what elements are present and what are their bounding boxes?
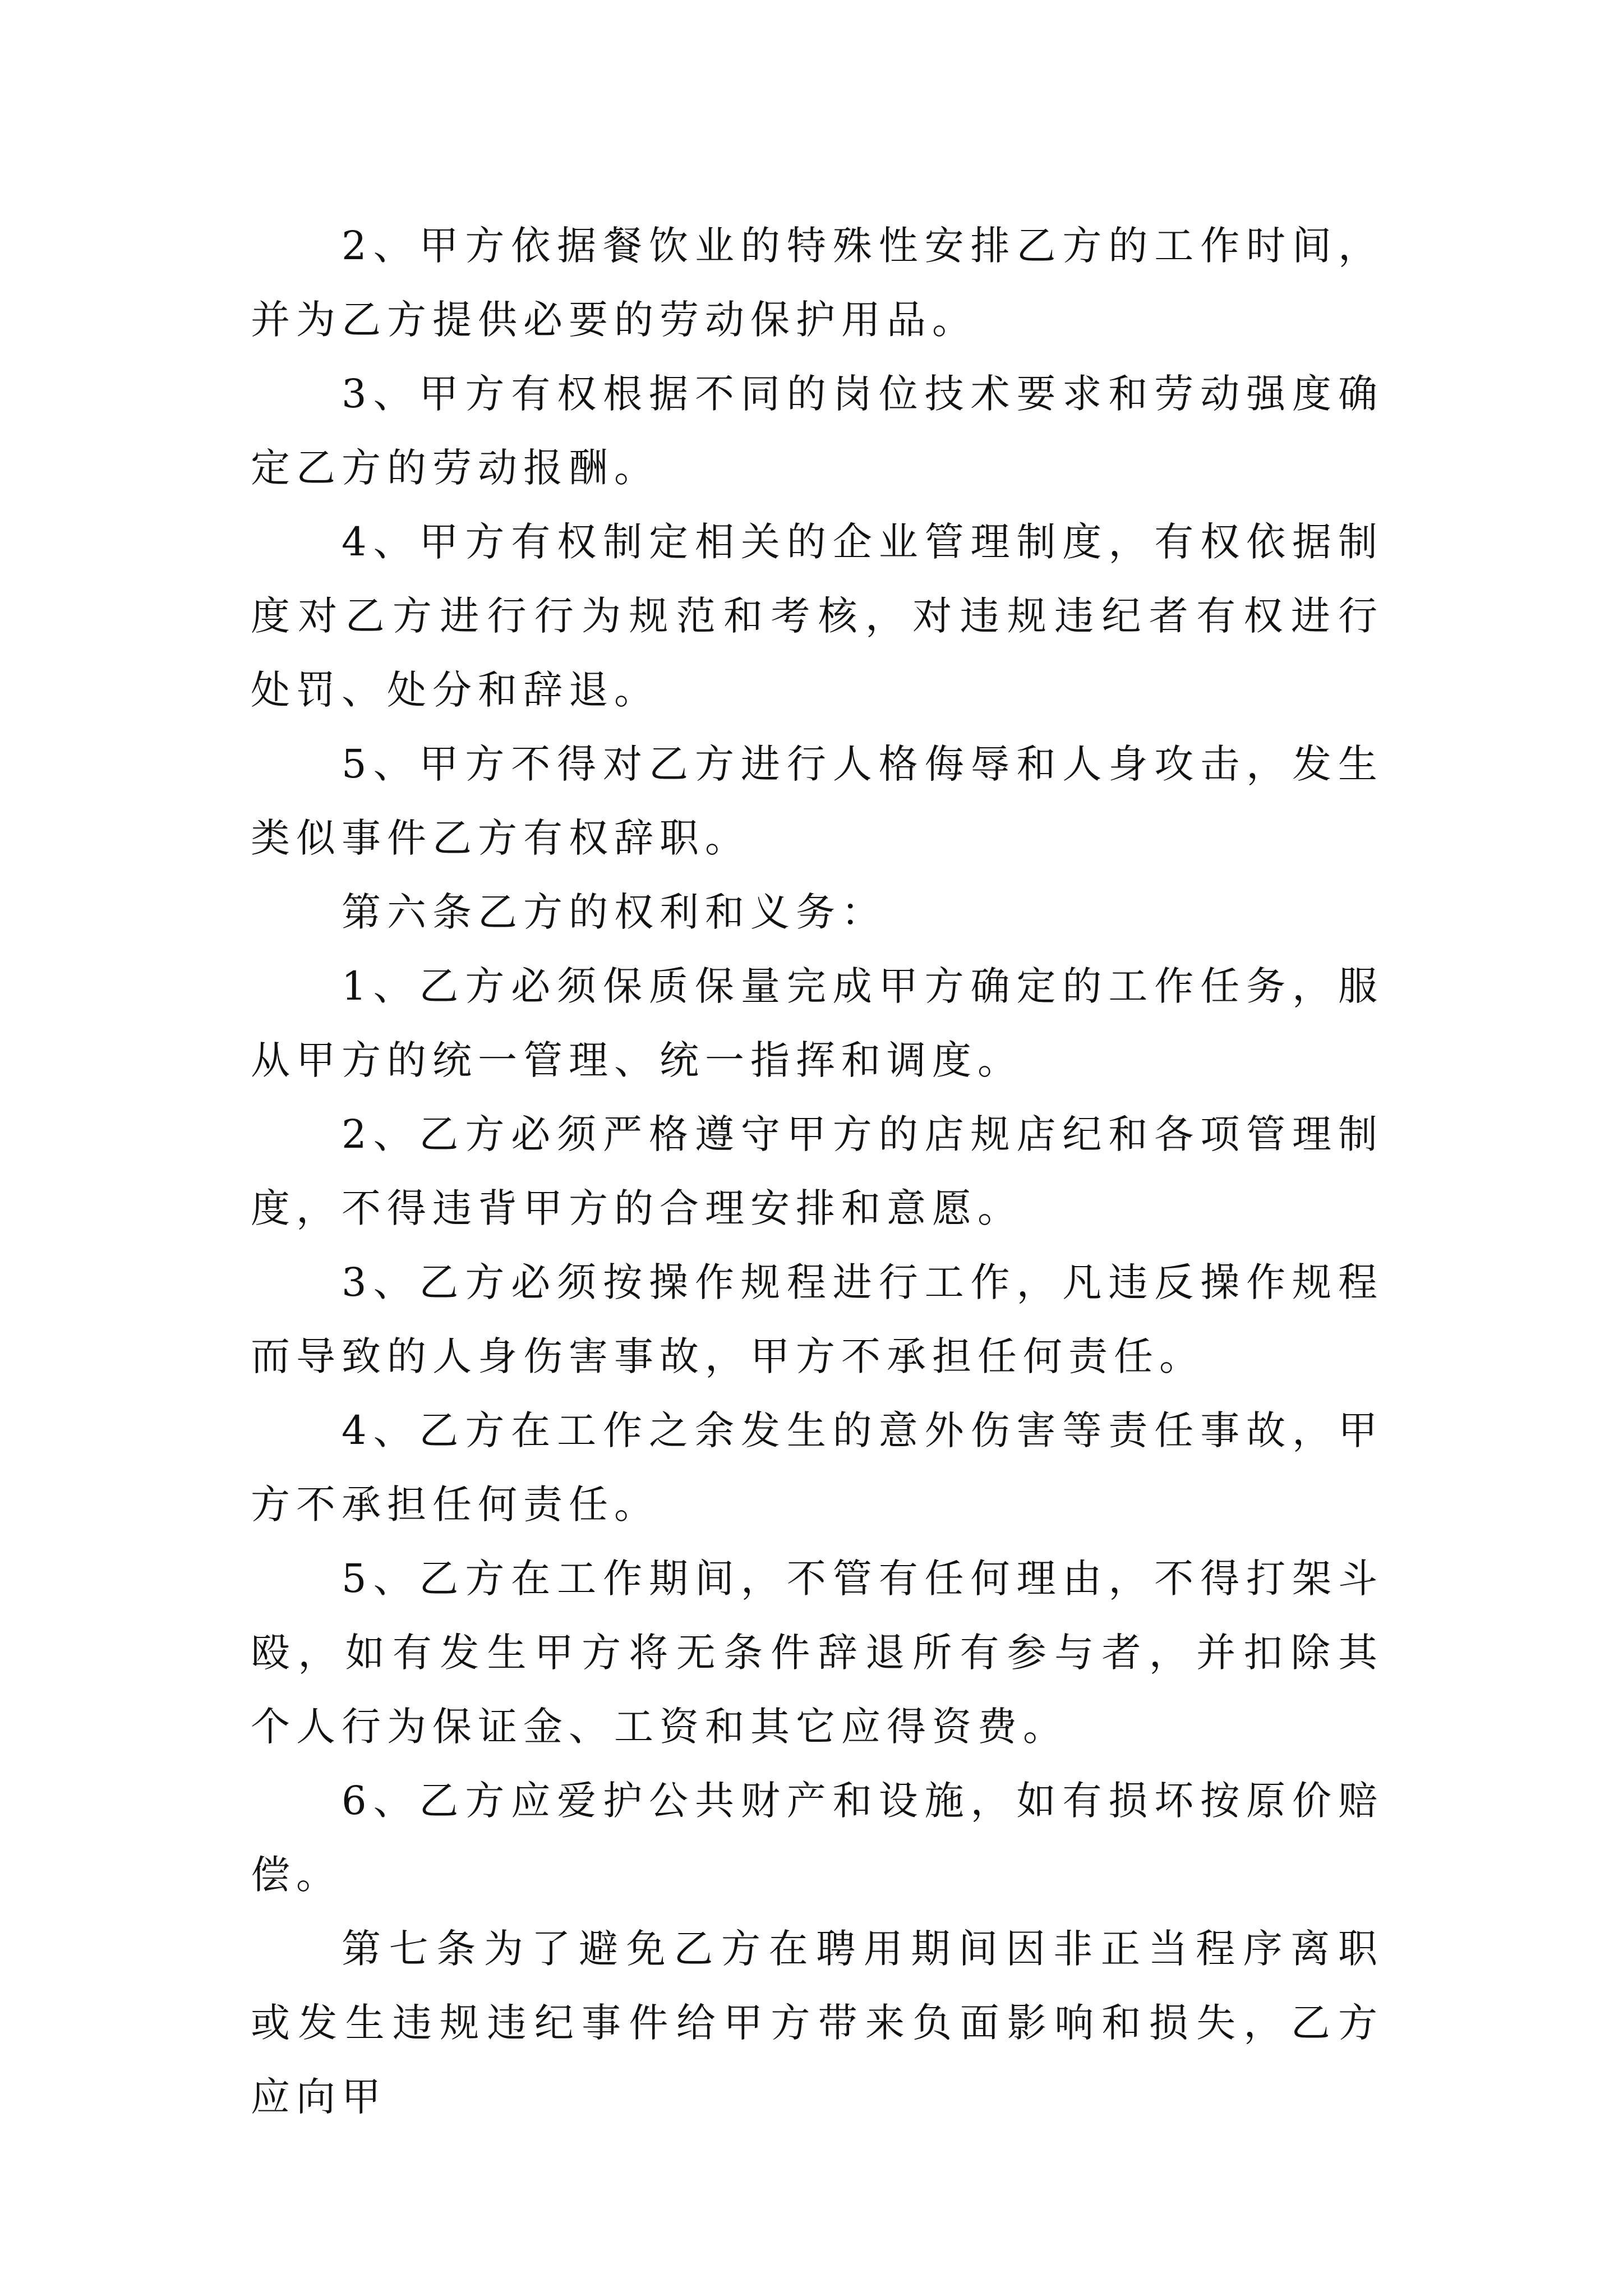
paragraph-party-b-clause-1: 1、乙方必须保质保量完成甲方确定的工作任务，服从甲方的统一管理、统一指挥和调度。 <box>251 963 1384 1083</box>
article-7-paragraph: 第七条为了避免乙方在聘用期间因非正当程序离职或发生违规违纪事件给甲方带来负面影响和损失，乙方应向甲 <box>251 1926 1384 2120</box>
paragraph-party-b-clause-2: 2、乙方必须严格遵守甲方的店规店纪和各项管理制度，不得违背甲方的合理安排和意愿。 <box>251 1111 1384 1231</box>
paragraph-party-b-clause-4: 4、乙方在工作之余发生的意外伤害等责任事故，甲方不承担任何责任。 <box>251 1407 1384 1527</box>
paragraph-party-b-clause-3: 3、乙方必须按操作规程进行工作，凡违反操作规程而导致的人身伤害事故，甲方不承担任何责任。 <box>251 1259 1384 1379</box>
paragraph-party-a-clause-3: 3、甲方有权根据不同的岗位技术要求和劳动强度确定乙方的劳动报酬。 <box>251 371 1384 491</box>
paragraph-party-a-clause-2: 2、甲方依据餐饮业的特殊性安排乙方的工作时间，并为乙方提供必要的劳动保护用品。 <box>251 223 1384 343</box>
paragraph-party-b-clause-5: 5、乙方在工作期间，不管有任何理由，不得打架斗殴，如有发生甲方将无条件辞退所有参与者，并扣除其个人行为保证金、工资和其它应得资费。 <box>251 1556 1384 1750</box>
paragraph-party-a-clause-5: 5、甲方不得对乙方进行人格侮辱和人身攻击，发生类似事件乙方有权辞职。 <box>251 741 1384 861</box>
article-6-heading: 第六条乙方的权利和义务： <box>342 889 887 935</box>
document-body <box>251 209 1384 2134</box>
paragraph-party-a-clause-4: 4、甲方有权制定相关的企业管理制度，有权依据制度对乙方进行行为规范和考核，对违规违纪者有权进行处罚、处分和辞退。 <box>251 519 1384 713</box>
paragraph-party-b-clause-6: 6、乙方应爱护公共财产和设施，如有损坏按原价赔偿。 <box>251 1778 1384 1898</box>
